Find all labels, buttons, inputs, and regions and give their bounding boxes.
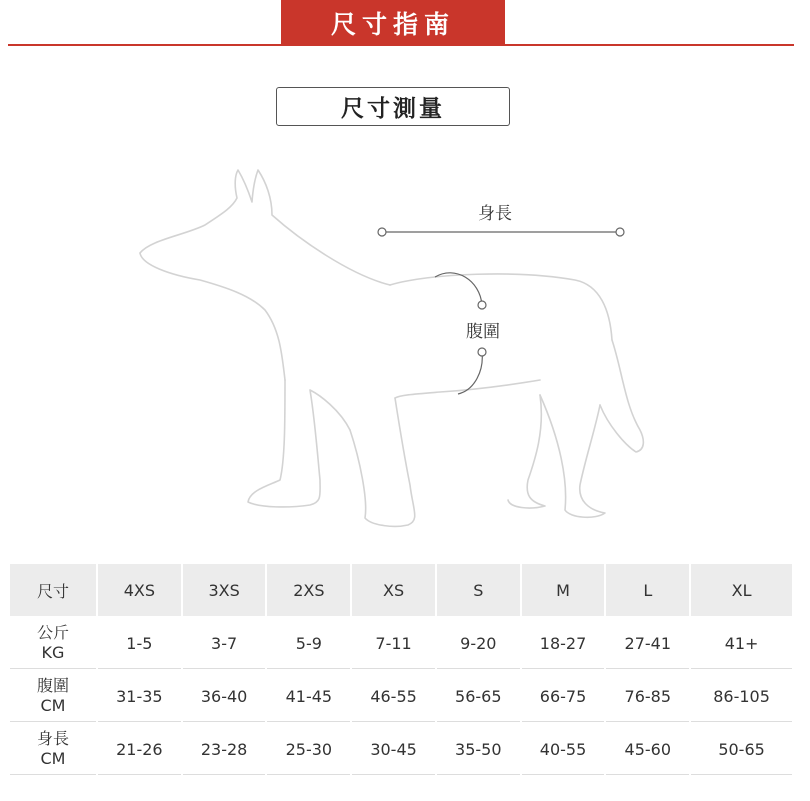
table-cell: 35-50 <box>437 724 520 775</box>
row-header-length <box>10 724 96 775</box>
row-header-label: 公斤 <box>36 623 69 642</box>
row-header-label: 腹圍 <box>36 676 69 695</box>
table-cell: 41-45 <box>267 671 350 722</box>
table-row <box>10 724 792 775</box>
table-row <box>10 671 792 722</box>
table-cell: 5-9 <box>267 618 350 669</box>
row-header-unit: CM <box>40 749 66 768</box>
table-cell: 3-7 <box>183 618 266 669</box>
body-length-indicator <box>378 228 624 236</box>
table-cell: 30-45 <box>352 724 435 775</box>
row-header-weight <box>10 618 96 669</box>
table-row <box>10 618 792 669</box>
table-cell: 21-26 <box>98 724 181 775</box>
table-cell: 46-55 <box>352 671 435 722</box>
table-cell: 41+ <box>691 618 792 669</box>
row-header-girth <box>10 671 96 722</box>
table-cell: 76-85 <box>606 671 689 722</box>
table-cell: 31-35 <box>98 671 181 722</box>
table-header-cell: XL <box>691 564 792 616</box>
table-cell: 36-40 <box>183 671 266 722</box>
body-length-label: 身長 <box>478 204 512 224</box>
section-title-box <box>276 87 510 126</box>
table-cell: 23-28 <box>183 724 266 775</box>
girth-label: 腹圍 <box>466 322 500 342</box>
table-header-cell: 4XS <box>98 564 181 616</box>
table-cell: 45-60 <box>606 724 689 775</box>
table-header-cell: XS <box>352 564 435 616</box>
table-cell: 27-41 <box>606 618 689 669</box>
size-chart-table <box>8 562 794 777</box>
row-header-label: 身長 <box>36 729 69 748</box>
dog-measurement-diagram <box>0 140 810 540</box>
page-title-banner <box>281 0 505 46</box>
table-cell: 7-11 <box>352 618 435 669</box>
table-header-cell: M <box>522 564 605 616</box>
row-header-unit: CM <box>40 696 66 715</box>
table-cell: 18-27 <box>522 618 605 669</box>
page-title: 尺寸指南 <box>330 10 455 39</box>
table-cell: 66-75 <box>522 671 605 722</box>
table-header-cell: S <box>437 564 520 616</box>
table-cell: 56-65 <box>437 671 520 722</box>
section-title: 尺寸測量 <box>341 96 445 122</box>
table-header-cell: 尺寸 <box>10 564 96 616</box>
table-cell: 1-5 <box>98 618 181 669</box>
table-header-cell: L <box>606 564 689 616</box>
table-header-cell: 2XS <box>267 564 350 616</box>
table-cell: 40-55 <box>522 724 605 775</box>
table-cell: 25-30 <box>267 724 350 775</box>
table-cell: 50-65 <box>691 724 792 775</box>
table-header-row <box>10 564 792 616</box>
table-cell: 86-105 <box>691 671 792 722</box>
table-cell: 9-20 <box>437 618 520 669</box>
row-header-unit: KG <box>41 643 65 662</box>
dog-outline-illustration <box>0 140 810 540</box>
table-header-cell: 3XS <box>183 564 266 616</box>
